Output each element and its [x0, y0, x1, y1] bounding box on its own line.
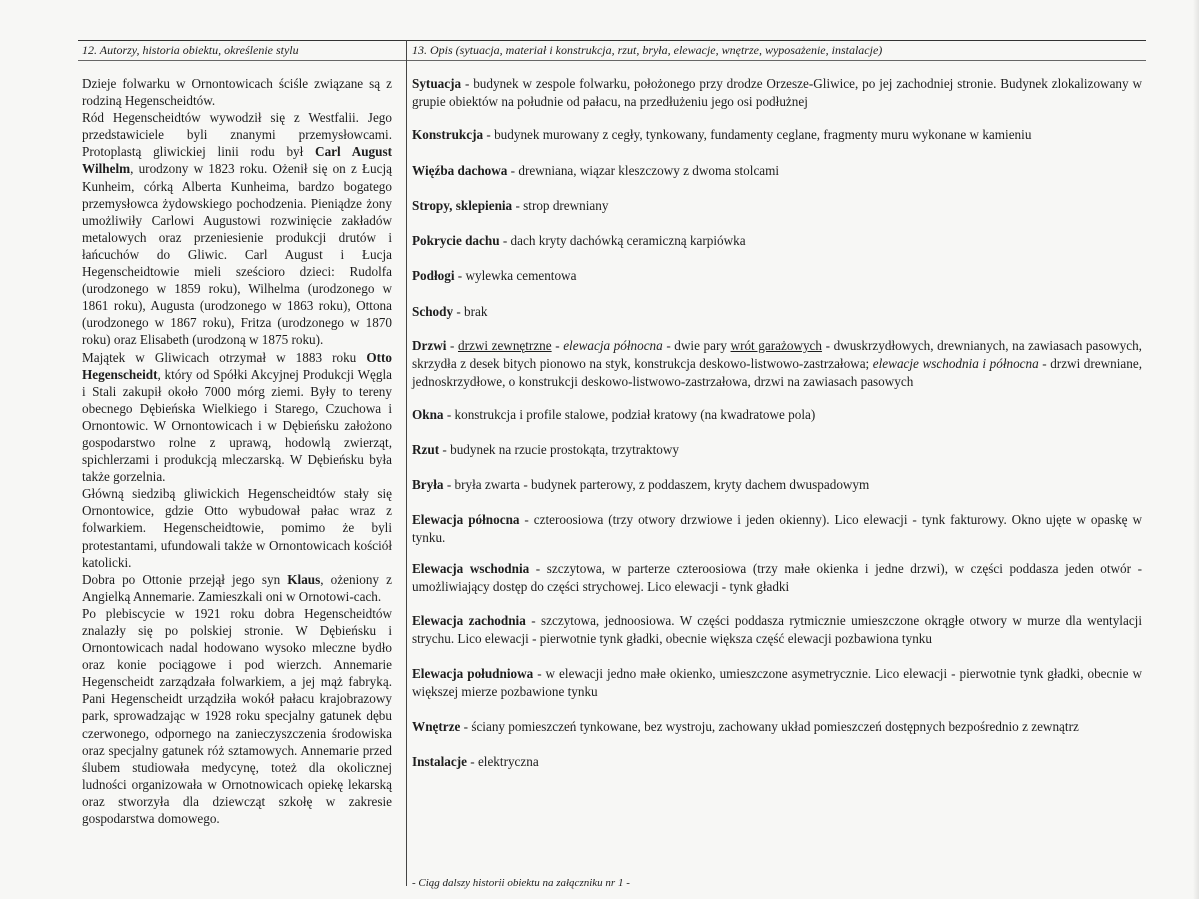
- person-name: Carl August Wilhelm: [82, 144, 392, 177]
- entry-text: - wylewka cementowa: [454, 268, 577, 283]
- history-text-run: Ród Hegenscheidtów wywodził się z Westfalii. Jego przedstawiciele byli znanymi przemysłowcami. Protoplastą gliwickiej linii rodu był: [82, 110, 392, 160]
- entry-term: Stropy, sklepienia: [412, 198, 513, 213]
- history-paragraph: [82, 349, 392, 486]
- entry-text-underlined: wrót garażowych: [730, 338, 823, 353]
- entry-term: Podłogi: [412, 268, 455, 283]
- entry-installations: [412, 753, 1142, 771]
- history-text-run: Dobra po Ottonie przejął jego syn: [82, 571, 288, 587]
- entry-doors: [412, 337, 1142, 390]
- entry-text: - strop drewniany: [512, 198, 609, 213]
- entry-term: Konstrukcja: [412, 127, 484, 142]
- entry-roofing: [412, 232, 1142, 250]
- entry-text: -: [446, 338, 458, 353]
- entry-plan: [412, 441, 1142, 459]
- entry-west-elevation: [412, 612, 1142, 648]
- entry-windows: [412, 406, 1142, 424]
- entry-south-elevation: [412, 665, 1142, 701]
- entry-term: Rzut: [412, 442, 440, 457]
- entry-massing: [412, 476, 1142, 494]
- entry-text: - drzwi drewniane, jednoskrzydłowe, o konstrukcji deskowo-listwowo-zastrzałowa, drzwi na zawiasach pasowych: [412, 355, 1142, 389]
- entry-text: - budynek w zespole folwarku, położonego przy drodze Orzesze-Gliwice, po jej zachodniej stronie. Budynek zlokalizowany w grupie obiektów na południe od pałacu, na przedłużeniu jego osi podłużnej: [412, 76, 1142, 109]
- entry-roof-truss: [412, 162, 1142, 180]
- entry-term: Elewacja południowa: [412, 666, 534, 681]
- header-rule: [78, 60, 1146, 61]
- entry-floors: [412, 267, 1142, 285]
- entry-text: - konstrukcja i profile stalowe, podział kratowy (na kwadratowe pola): [443, 407, 816, 422]
- entry-text: - budynek murowany z cegły, tynkowany, fundamenty ceglane, fragmenty muru wykonane w kamieniu: [483, 127, 1032, 142]
- entry-term: Drzwi: [412, 338, 447, 353]
- history-text-run: , ożeniony z Angielką Annemarie. Zamieszkali oni w Ornotowi-cach.: [82, 571, 392, 604]
- entry-term: Wnętrze: [412, 719, 461, 734]
- entry-text-italic: elewacja północna: [563, 338, 663, 353]
- column-divider: [406, 40, 407, 886]
- continuation-note: - Ciąg dalszy historii obiektu na załączniku nr 1 -: [412, 877, 630, 889]
- history-column-header: 12. Autorzy, historia obiektu, określenie stylu: [82, 43, 299, 57]
- entry-stairs: [412, 303, 1142, 321]
- history-paragraph: [82, 571, 392, 605]
- entry-text-italic: elewacje wschodnia i północna: [872, 355, 1039, 371]
- entry-text: - dwuskrzydłowych, drewnianych, na zawiasach pasowych, skrzydła z desek bitych pionowo na styk, konstrukcja deskowo-listwowo-zastrzałowa;: [412, 338, 1142, 371]
- entry-term: Sytuacja: [412, 76, 462, 91]
- entry-situation: [412, 75, 1142, 111]
- entry-term: Instalacje: [412, 754, 467, 769]
- entry-term: Pokrycie dachu: [412, 233, 500, 248]
- description-column-header: 13. Opis (sytuacja, materiał i konstrukcja, rzut, bryła, elewacje, wnętrze, wyposażenie, instalacje): [412, 43, 883, 57]
- entry-text: - szczytowa, w parterze czteroosiowa (trzy małe okienka i jedne drzwi), w części poddasza jeden otwór - umożliwiający dostęp do części strychowej. Lico elewacji - tynk gładki: [412, 561, 1142, 594]
- scan-edge: [1193, 0, 1199, 899]
- entry-text: - w elewacji jedno małe okienko, umieszczone asymetrycznie. Lico elewacji - pierwotnie tynk gładki, obecnie w większej mierze pozbawione tynku: [412, 666, 1142, 699]
- entry-text: - dach kryty dachówką ceramiczną karpiówka: [499, 233, 746, 248]
- entry-text: - ściany pomieszczeń tynkowane, bez wystroju, zachowany układ pomieszczeń dostępnych bezpośrednio z zewnątrz: [460, 719, 1079, 734]
- entry-text: - bryła zwarta - budynek parterowy, z poddaszem, kryty dachem dwuspadowym: [443, 477, 870, 492]
- entry-text: - czteroosiowa (trzy otwory drzwiowe i jeden okienny). Lico elewacji - tynk fakturowy. Okno ujęte w opaskę w tynku.: [412, 512, 1142, 545]
- entry-east-elevation: [412, 560, 1142, 596]
- history-text: [82, 75, 392, 827]
- history-text-run: Majątek w Gliwicach otrzymał w 1883 roku: [82, 349, 367, 365]
- history-paragraph: [82, 605, 392, 827]
- entry-term: Bryła: [412, 477, 444, 492]
- history-text-run: Dzieje folwarku w Ornontowicach ściśle związane są z rodziną Hegenscheidtów.: [82, 76, 392, 109]
- history-paragraph: [82, 485, 392, 570]
- entry-term: Elewacja północna: [412, 512, 520, 527]
- entry-text: - dwie pary: [662, 338, 731, 353]
- entry-text-underlined: drzwi zewnętrzne: [457, 338, 552, 353]
- entry-text: - drewniana, wiązar kleszczowy z dwoma stolcami: [507, 163, 780, 178]
- person-name: Klaus: [287, 571, 321, 587]
- entry-term: Elewacja zachodnia: [412, 613, 526, 628]
- history-text-run: , który od Spółki Akcyjnej Produkcji Węgla i Stali zakupił około 7000 mórg ziemi. Były to tereny obecnego Dębieńska Wielkiego i Starego, Czuchowa i Ornontowic. W Ornontowicach i w Dębieńsku założono gospodarstwo rolne z uprawą, hodowlą zwierząt, spichlerzami i produkcją mleczarską. W Dębieńsku była także gorzelnia.: [82, 366, 392, 485]
- entry-text: - szczytowa, jednoosiowa. W części poddasza rytmicznie umieszczone okrągłe otwory w murze dla wentylacji strychu. Lico elewacji - pierwotnie tynk gładki, obecnie większa część elewacji pozbawiona tynku: [412, 613, 1142, 646]
- entry-text: - budynek na rzucie prostokąta, trzytraktowy: [439, 442, 679, 457]
- entry-term: Więźba dachowa: [412, 163, 508, 178]
- history-text-run: Główną siedzibą gliwickich Hegenscheidtów stały się Ornontowice, gdzie Otto wybudował pałac wraz z folwarkiem. Hegenscheidtowie, pomimo że byli protestantami, ufundowali także w Ornontowicach kościół katolicki.: [82, 486, 392, 570]
- entry-text: -: [551, 338, 564, 353]
- person-name: Otto Hegenscheidt: [82, 349, 392, 382]
- history-text-run: Po plebiscycie w 1921 roku dobra Hegenscheidtów znalazły się po polskiej stronie. W Dębieńsku i Ornontowicach nadal hodowano wysoko mleczne bydło oraz konie pociągowe i pod wierzch. Annemarie Hegenscheidt zarządzała folwarkiem, a jej mąż fabryką. Pani Hegenscheidt urządziła wokół pałacu krajobrazowy park, sprowadzając w 1928 roku specjalny gatunek dębu czerwonego, odpornego na zanieczyszczenia środowiska oraz specjalny gatunek róż sztamowych. Annemarie przed ślubem studiowała medycynę, toteż dla okolicznej ludności organizowała w Ornotnowicach opiekę lekarską oraz stworzyła dla dziewcząt szkołę w zakresie gospodarstwa domowego.: [82, 605, 392, 827]
- entry-text: - brak: [453, 304, 488, 319]
- history-paragraph: [82, 75, 392, 109]
- entry-interior: [412, 718, 1142, 736]
- entry-term: Elewacja wschodnia: [412, 561, 530, 576]
- entry-north-elevation: [412, 511, 1142, 547]
- entry-text: - elektryczna: [466, 754, 539, 769]
- entry-term: Okna: [412, 407, 444, 422]
- top-rule: [78, 40, 1146, 41]
- entry-term: Schody: [412, 304, 454, 319]
- entry-construction: [412, 126, 1142, 144]
- history-paragraph: [82, 109, 392, 348]
- entry-ceilings: [412, 197, 1142, 215]
- history-text-run: , urodzony w 1823 roku. Ożenił się on z Łucją Kunheim, córką Alberta Kunheima, bardzo bogatego przemysłowca żydowskiego pochodzenia. Pieniądze żony umożliwiły Carlowi Augustowi rozwinięcie zakładów metalowych oraz przeniesienie produkcji drutów i łańcuchów do Gliwic. Carl August i Łucja Hegenscheidtowie mieli sześcioro dzieci: Rudolfa (urodzonego w 1859 roku), Wilhelma (urodzonego w 1861 roku), Augusta (urodzonego w 1863 roku), Ottona (urodzonego w 1867 roku), Fritza (urodzonego w 1870 roku) oraz Elisabeth (urodzoną w 1875 roku).: [82, 161, 392, 348]
